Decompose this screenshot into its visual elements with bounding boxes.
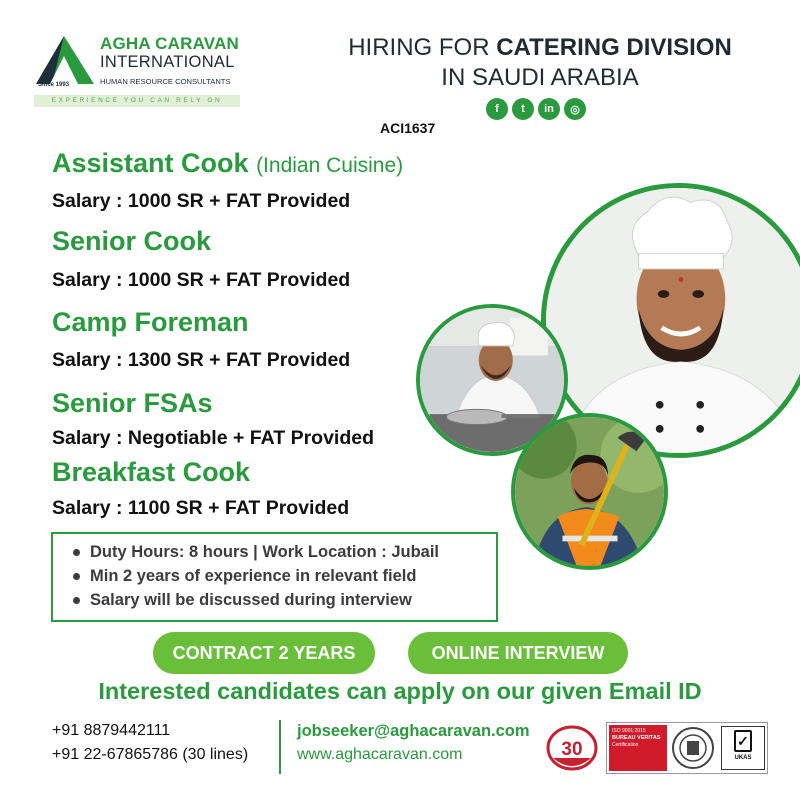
ukas-label: UKAS: [734, 755, 752, 761]
phone-number-1[interactable]: +91 8879442111: [52, 722, 171, 739]
logo-subtitle: HUMAN RESOURCE CONSULTANTS: [100, 77, 231, 86]
social-links: [486, 98, 586, 120]
worker-photo: [511, 413, 668, 570]
job-title-text: Assistant Cook: [52, 148, 249, 178]
job-salary: Salary : 1000 SR + FAT Provided: [52, 190, 351, 212]
job-salary: Salary : Negotiable + FAT Provided: [52, 427, 375, 449]
facebook-icon[interactable]: f: [486, 98, 508, 120]
company-logo: [30, 32, 245, 110]
apply-instruction: Interested candidates can apply on our given Email ID: [98, 678, 702, 704]
contract-badge: CONTRACT 2 YEARS: [153, 632, 375, 674]
job-title: Senior Cook: [52, 226, 212, 256]
certification-box: [606, 722, 768, 774]
online-interview-badge: ONLINE INTERVIEW: [408, 632, 628, 674]
logo-since: Since 1993: [38, 82, 70, 88]
headline-prefix: HIRING FOR: [348, 34, 497, 61]
bureau-veritas-label: [609, 725, 667, 771]
logo-tagline: EXPERIENCE YOU CAN RELY ON: [34, 95, 240, 107]
headline-location: IN SAUDI ARABIA: [441, 64, 639, 91]
footer-divider: [279, 720, 281, 774]
job-title: Breakfast Cook: [52, 457, 251, 487]
anniversary-30-badge: [545, 724, 599, 774]
phone-number-2[interactable]: +91 22-67865786 (30 lines): [52, 746, 249, 763]
job-title: Senior FSAs: [52, 388, 213, 418]
job-salary: Salary : 1100 SR + FAT Provided: [52, 497, 350, 519]
website-link[interactable]: www.aghacaravan.com: [297, 746, 463, 763]
linkedin-icon[interactable]: in: [538, 98, 560, 120]
cert-iso: ISO 9001:2015: [612, 728, 646, 734]
contact-email-link[interactable]: jobseeker@aghacaravan.com: [297, 722, 530, 740]
detail-item: Duty Hours: 8 hours | Work Location : Jubail: [73, 540, 496, 564]
job-subtitle: (Indian Cuisine): [256, 154, 404, 177]
logo-name-line1: AGHA CARAVAN: [100, 34, 240, 53]
job-title: Camp Foreman: [52, 307, 249, 337]
job-salary: Salary : 1300 SR + FAT Provided: [52, 349, 351, 371]
headline: [340, 34, 740, 62]
reference-code: ACI1637: [380, 120, 436, 136]
job-title: [52, 148, 403, 179]
badge-30-text: 30: [561, 739, 583, 760]
logo-name-line2: INTERNATIONAL: [100, 53, 235, 71]
cert-bv: BUREAU VERITAS: [612, 735, 661, 741]
instagram-icon[interactable]: ◎: [564, 98, 586, 120]
bureau-veritas-seal-icon: [669, 725, 717, 771]
detail-item: Salary will be discussed during interview: [73, 588, 496, 612]
job-details-box: [51, 532, 498, 622]
ukas-mark: [721, 726, 765, 770]
job-salary: Salary : 1000 SR + FAT Provided: [52, 269, 351, 291]
headline-bold: CATERING DIVISION: [496, 34, 732, 61]
worker-image: [515, 417, 664, 566]
checkmark-icon: ✓: [734, 730, 752, 752]
twitter-icon[interactable]: t: [512, 98, 534, 120]
detail-item: Min 2 years of experience in relevant field: [73, 564, 496, 588]
laurel-badge-icon: [545, 724, 599, 774]
cert-label: Certification: [612, 742, 639, 748]
